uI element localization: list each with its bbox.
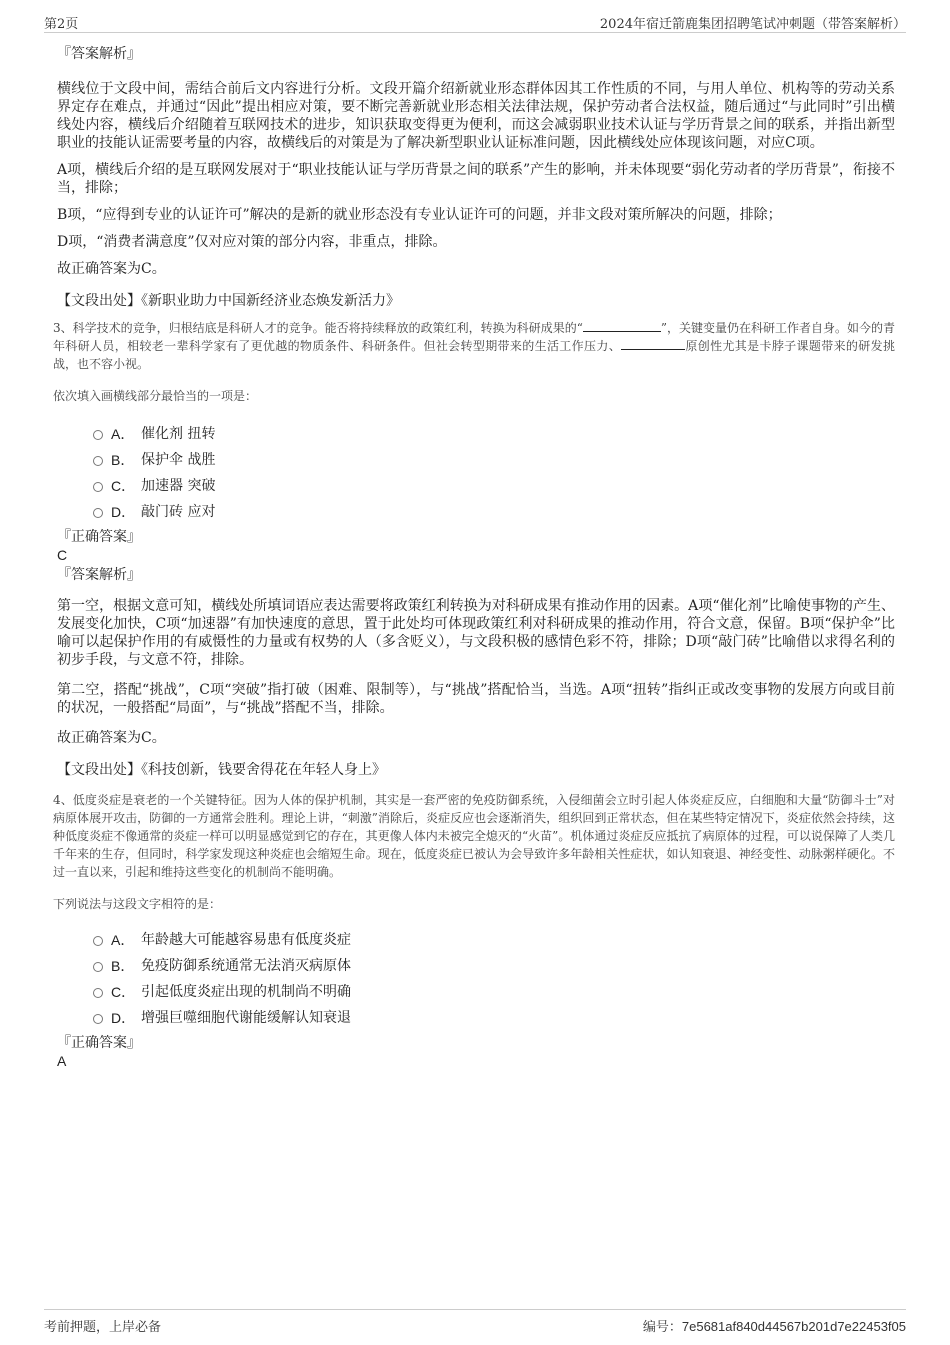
fill-blank <box>583 319 661 332</box>
question-stem: 4、低度炎症是衰老的一个关键特征。因为人体的保护机制，其实是一套严密的免疫防御系统，入侵细菌会立时引起人体炎症反应，白细胞和大量“防御斗士”对病原体展开攻击，防御的一方通常会胜利。理论上讲，“刺激”消除后，炎症反应也会逐渐消失，组织回到正常状态，但在某些特定情况下，炎症依然会持续，这种低度炎症不像通常的炎症一样可以明显感觉到它的存在，其更像人体内未被完全熄灭的“火苗”。机体通过炎症反应抵抗了病原体的过程，可以说保障了人类几千年来的生存，但同时，科学家发现这种炎症也会缩短生命。现在，低度炎症已被认为会导致许多年龄相关性症状，如认知衰退、神经变性、动脉粥样硬化。不过一直以来，引起和维持这些变化的机制尚不能明确。 <box>53 793 895 879</box>
option-letter: D． <box>111 1010 136 1026</box>
radio-icon[interactable] <box>93 482 103 492</box>
page-number: 第2页 <box>44 17 79 32</box>
correct-answer: C <box>57 547 68 563</box>
stem-text: ”，关键变量仍在科研工作者自身。如今的青年科研人员，相较老一辈科学家有了更优越的物质条件、科研条件。但社会转型期带来的生活工作压力、 <box>53 321 895 353</box>
q4-answer-section <box>57 1033 895 1069</box>
option-letter: C． <box>111 984 136 1000</box>
source-citation: 【文段出处】《科技创新，钱要舍得花在年轻人身上》 <box>57 762 386 778</box>
question-4 <box>53 791 895 1031</box>
analysis-paragraph: B项，“应得到专业的认证许可”解决的是新的就业形态没有专业认证许可的问题，并非文段对策所解决的问题，排除； <box>57 207 782 223</box>
radio-icon[interactable] <box>93 962 103 972</box>
option-letter: C． <box>111 478 136 494</box>
option-list <box>53 927 895 1031</box>
analysis-paragraph: A项，横线后介绍的是互联网发展对于“职业技能认证与学历背景之间的联系”产生的影响，并未体现要“弱化劳动者的学历背景”，衔接不当，排除； <box>57 162 895 196</box>
footer-slogan: 考前押题，上岸必备 <box>44 1320 162 1335</box>
question-prompt: 下列说法与这段文字相符的是： <box>53 897 222 911</box>
correct-answer-label: 『正确答案』 <box>57 1035 141 1051</box>
page-header <box>44 10 906 33</box>
option-letter: B． <box>111 958 135 974</box>
option-text: 敲门砖 应对 <box>141 504 216 520</box>
source-citation: 【文段出处】《新职业助力中国新经济业态焕发新活力》 <box>57 293 400 309</box>
stem-text: 3、科学技术的竞争，归根结底是科研人才的竞争。能否将持续释放的政策红利，转换为科研成果的“ <box>53 321 583 335</box>
option-a[interactable] <box>53 927 895 953</box>
q2-analysis-section <box>57 44 895 310</box>
page-content <box>53 44 895 1069</box>
option-list <box>53 421 895 525</box>
document-title: 2024年宿迁箭鹿集团招聘笔试冲刺题（带答案解析） <box>599 17 906 32</box>
q3-answer-section <box>57 527 895 779</box>
option-c[interactable] <box>53 979 895 1005</box>
correct-answer-label: 『正确答案』 <box>57 529 141 545</box>
radio-icon[interactable] <box>93 430 103 440</box>
code-label: 编号： <box>642 1320 682 1335</box>
radio-icon[interactable] <box>93 456 103 466</box>
radio-icon[interactable] <box>93 1014 103 1024</box>
conclusion: 故正确答案为C。 <box>57 261 166 277</box>
code-value: 7e5681af840d44567b201d7e22453f05 <box>681 1319 906 1334</box>
option-text: 引起低度炎症出现的机制尚不明确 <box>141 984 351 1000</box>
question-stem <box>53 319 895 373</box>
analysis-label: 『答案解析』 <box>57 46 141 62</box>
option-letter: A． <box>111 932 135 948</box>
analysis-label: 『答案解析』 <box>57 567 141 583</box>
option-text: 加速器 突破 <box>141 478 216 494</box>
fill-blank <box>621 337 685 350</box>
option-b[interactable] <box>53 447 895 473</box>
analysis-paragraph: 第一空，根据文意可知，横线处所填词语应表达需要将政策红利转换为对科研成果有推动作用的因素。A项“催化剂”比喻使事物的产生、发展变化加快，C项“加速器”有加快速度的意思，置于此处均可体现政策红利对科研成果的推动作用，符合文意，保留。B项“保护伞”比喻可以起保护作用的有威慑性的力量或有权势的人（多含贬义），与文段积极的感情色彩不符，排除；D项“敲门砖”比喻借以求得名利的初步手段，与文意不符，排除。 <box>57 598 895 668</box>
question-3 <box>53 319 895 525</box>
radio-icon[interactable] <box>93 988 103 998</box>
document-code <box>643 1316 906 1335</box>
option-letter: D． <box>111 504 136 520</box>
correct-answer: A <box>57 1053 67 1069</box>
option-letter: A． <box>111 426 135 442</box>
option-text: 保护伞 战胜 <box>141 452 216 468</box>
option-text: 催化剂 扭转 <box>141 426 216 442</box>
option-d[interactable] <box>53 499 895 525</box>
option-d[interactable] <box>53 1005 895 1031</box>
page-footer <box>44 1309 906 1340</box>
stem-text: 原创性尤其是卡脖子课题带来的研发挑战，也不容小视。 <box>53 339 895 371</box>
option-a[interactable] <box>53 421 895 447</box>
option-text: 增强巨噬细胞代谢能缓解认知衰退 <box>141 1010 351 1026</box>
conclusion: 故正确答案为C。 <box>57 730 166 746</box>
radio-icon[interactable] <box>93 508 103 518</box>
option-c[interactable] <box>53 473 895 499</box>
analysis-paragraph: 第二空，搭配“挑战”，C项“突破”指打破（困难、限制等），与“挑战”搭配恰当，当选。A项“扭转”指纠正或改变事物的发展方向或目前的状况，一般搭配“局面”，与“挑战”搭配不当，排除。 <box>57 682 895 716</box>
option-text: 年龄越大可能越容易患有低度炎症 <box>141 932 351 948</box>
option-text: 免疫防御系统通常无法消灭病原体 <box>141 958 351 974</box>
analysis-paragraph: 横线位于文段中间，需结合前后文内容进行分析。文段开篇介绍新就业形态群体因其工作性质的不同，与用人单位、机构等的劳动关系界定存在难点，并通过“因此”提出相应对策，要不断完善新就业形态相关法律法规，保护劳动者合法权益，随后通过“与此同时”引出横线处内容，横线后介绍随着互联网技术的进步，知识获取变得更为便利，而这会减弱职业技术认证与学历背景之间的联系，并指出新型职业的技能认证需要考量的内容，故横线后的对策是为了解决新型职业认证标准问题，因此横线处应体现该问题，对应C项。 <box>57 81 895 151</box>
option-letter: B． <box>111 452 135 468</box>
radio-icon[interactable] <box>93 936 103 946</box>
question-prompt: 依次填入画横线部分最恰当的一项是： <box>53 389 258 403</box>
option-b[interactable] <box>53 953 895 979</box>
analysis-paragraph: D项，“消费者满意度”仅对应对策的部分内容，非重点，排除。 <box>57 234 447 250</box>
